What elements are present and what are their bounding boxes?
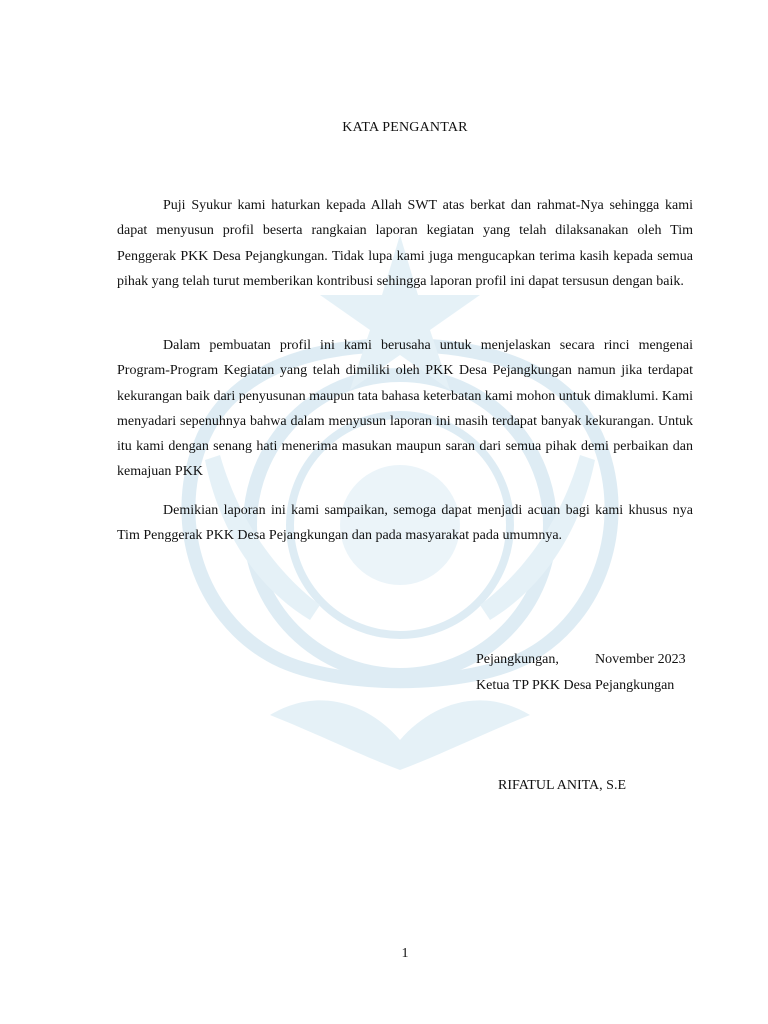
paragraph-1: Puji Syukur kami haturkan kepada Allah SWT atas berkat dan rahmat-Nya sehingga kami dapat menyusun profil beserta rangkaian laporan kegiatan yang telah dilaksanakan oleh Tim Penggerak PKK Desa Pejangkungan. Tidak lupa kami juga mengucapkan terima kasih kepada semua pihak yang telah turut memberikan kontribusi sehingga laporan profil ini dapat tersusun dengan baik. bbox=[117, 198, 693, 289]
paragraph-3: Demikian laporan ini kami sampaikan, semoga dapat menjadi acuan bagi kami khusus nya Tim Penggerak PKK Desa Pejangkungan dan pada masyarakat pada umumnya. bbox=[117, 503, 693, 544]
signature-role: Ketua TP PKK Desa Pejangkungan bbox=[476, 678, 675, 693]
page-number: 1 bbox=[401, 946, 409, 961]
signature-date: November 2023 bbox=[595, 652, 686, 667]
page-title: KATA PENGANTAR bbox=[342, 120, 468, 135]
signature-place: Pejangkungan, bbox=[476, 652, 559, 667]
signature-name: RIFATUL ANITA, S.E bbox=[498, 778, 626, 793]
paragraph-2: Dalam pembuatan profil ini kami berusaha untuk menjelaskan secara rinci mengenai Program-Program Kegiatan yang telah dimiliki oleh PKK Desa Pejangkungan namun jika terdapat kekurangan baik dari penyusunan maupun tata bahasa keterbatan kami mohon untuk dimaklumi. Kami menyadari sepenuhnya bahwa dalam menyusun laporan ini masih terdapat banyak kekurangan. Untuk itu kami dengan senang hati menerima masukan maupun saran dari semua pihak demi perbaikan dan kemajuan PKK bbox=[117, 338, 693, 480]
